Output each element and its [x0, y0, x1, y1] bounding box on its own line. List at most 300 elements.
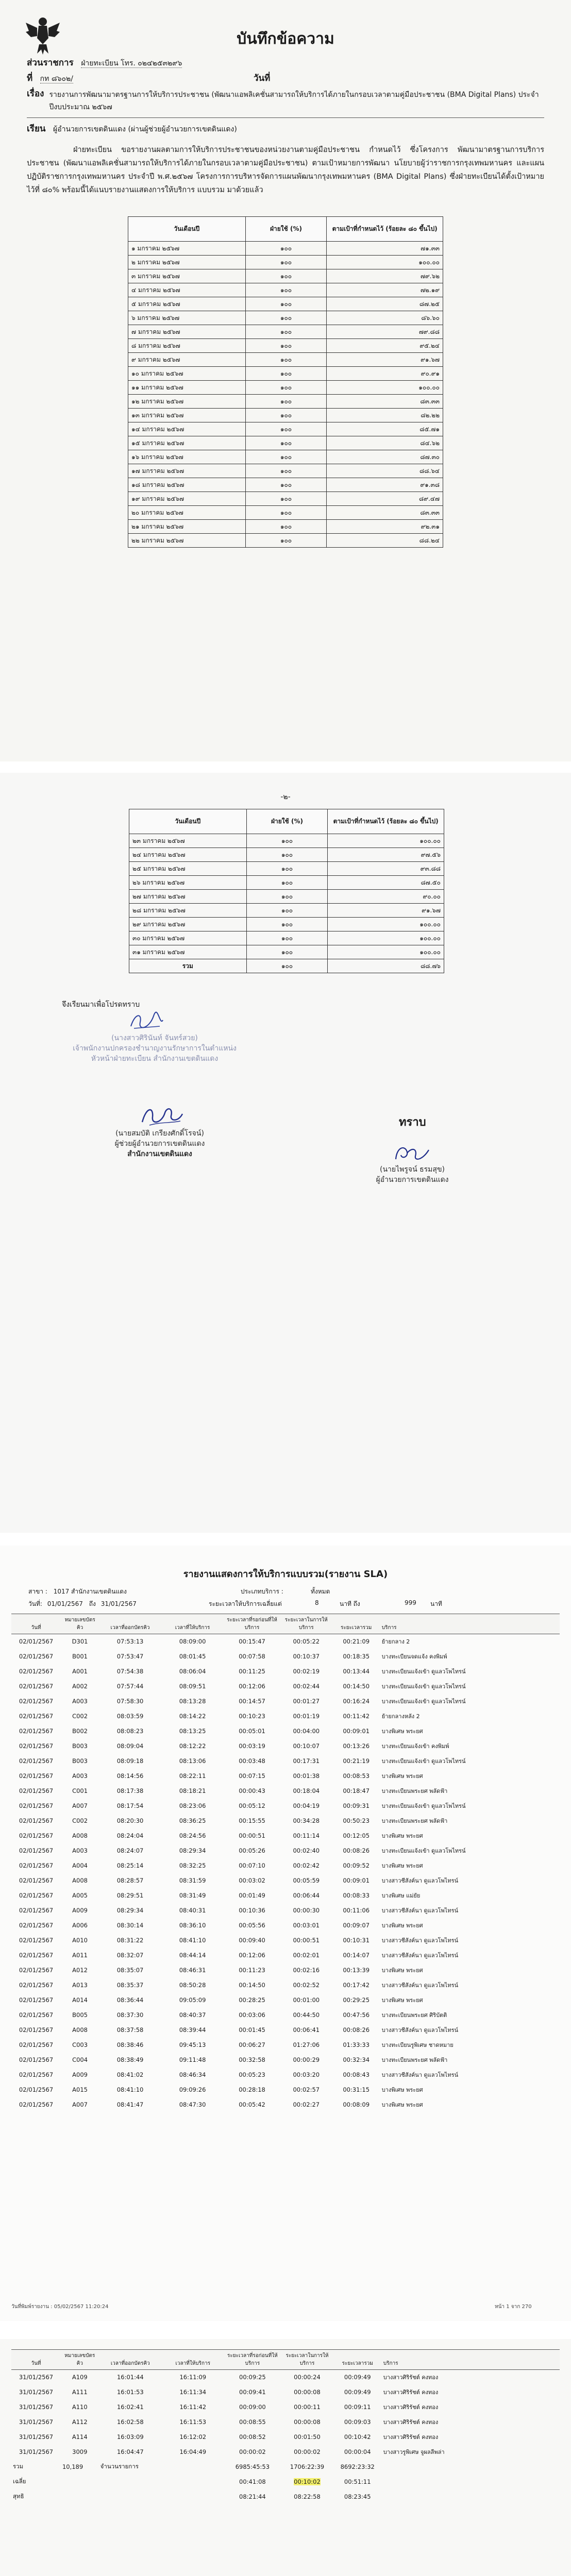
sum-wait: 08:21:44 — [239, 2493, 266, 2500]
summary2-row-cell: ๑๐๐.๐๐ — [328, 918, 444, 931]
sla-row-cell: บางทะเบียนแจ้งเข้า ดูแลวโพไทรน์ — [381, 1668, 466, 1675]
sla-row-cell: 08:36:44 — [116, 1996, 144, 2004]
sla-date-row — [28, 1599, 544, 1609]
sla-row-cell: 00:09:01 — [343, 1877, 370, 1884]
summary2-row — [129, 862, 444, 876]
sla-row-cell: 08:32:25 — [179, 1862, 206, 1869]
sla-row-cell: 00:32:34 — [343, 2056, 370, 2063]
sla2-row-cell: บางสาวศิริรัชต์ คงทอง — [383, 2418, 439, 2426]
sla-row-cell: 08:29:34 — [179, 1847, 206, 1854]
ref-value: กท ๘๖๐๒/ — [40, 75, 74, 83]
sla-row-cell: 08:20:30 — [116, 1817, 144, 1824]
sla2-row-cell: 00:09:49 — [344, 2388, 371, 2396]
sla-row-cell: 08:09:00 — [179, 1638, 206, 1646]
sla2-row-cell: 00:09:11 — [344, 2403, 371, 2411]
sla-row-cell: 00:02:44 — [293, 1683, 320, 1690]
sla-row-cell: 00:02:57 — [293, 2086, 320, 2093]
sla-row-cell: C002 — [72, 1713, 88, 1720]
sla-row-cell: 00:14:50 — [343, 1683, 370, 1690]
sla-report-page — [0, 1546, 571, 2321]
sla-row-cell: 08:40:31 — [179, 1907, 206, 1914]
summary2-row-cell: ๑๐๐ — [246, 848, 328, 862]
sla-row-cell: 08:09:51 — [179, 1683, 206, 1690]
sla-row-cell: 08:24:04 — [116, 1832, 144, 1839]
summary-row — [128, 436, 443, 450]
sla-row-cell: C002 — [72, 1817, 88, 1824]
sla-row-cell: 00:09:07 — [343, 1922, 370, 1929]
summary-row-cell: ๕ มกราคม ๒๕๖๗ — [128, 297, 246, 311]
summary-row-cell: ๘๒.๒๒ — [327, 409, 443, 422]
sla-row-cell: 00:08:33 — [343, 1892, 370, 1899]
summary-row-cell: ๑๕ มกราคม ๒๕๖๗ — [128, 436, 246, 450]
sla-row — [11, 1634, 560, 1649]
date-to: 31/01/2567 — [100, 1600, 137, 1607]
sla-row-cell: 02/01/2567 — [19, 1653, 54, 1660]
sla-row-cell: A003 — [72, 1772, 88, 1780]
sla-row-cell: 00:14:50 — [239, 1981, 265, 1989]
sla-row — [11, 1828, 560, 1843]
summary2-row-cell: ๑๐๐ — [246, 862, 328, 876]
sla2-row-cell: 16:01:53 — [116, 2388, 144, 2396]
sla-row-cell: 08:29:51 — [116, 1892, 144, 1899]
total-used: ๑๐๐ — [246, 959, 328, 973]
sla-row-cell: 00:18:35 — [343, 1653, 370, 1660]
to-line — [27, 124, 544, 134]
sla-row-cell: 00:18:04 — [293, 1787, 320, 1794]
sla-row-cell: 00:11:06 — [343, 1907, 370, 1914]
sla-row-cell: 09:45:13 — [179, 2041, 206, 2048]
sla-row-cell: 08:41:02 — [116, 2071, 144, 2078]
summary2-row-cell: ๑๐๐.๐๐ — [328, 945, 444, 959]
summary-row-cell: ๑๐๐ — [245, 367, 327, 381]
sla2-row-cell: 31/01/2567 — [19, 2433, 54, 2441]
sla2-row-cell: A112 — [72, 2418, 88, 2426]
sla-row — [11, 1709, 560, 1724]
sla-header-wait: ระยะเวลาที่รอก่อนที่ให้บริการ — [224, 1614, 280, 1634]
sla-row-cell: 08:41:10 — [179, 1937, 206, 1944]
summary-row — [128, 381, 443, 395]
sla-row — [11, 1963, 560, 1978]
sla-row-cell: 00:02:19 — [293, 1668, 320, 1675]
sla-row-cell: A010 — [72, 1937, 88, 1944]
summary-row-cell: ๒๐ มกราคม ๒๕๖๗ — [128, 506, 246, 520]
total-wait: 6985:45:53 — [235, 2463, 270, 2470]
sla-row-cell: 08:13:28 — [179, 1698, 206, 1705]
sla-row-cell: 08:38:46 — [116, 2041, 144, 2048]
sla-row — [11, 1888, 560, 1903]
sla-row-cell: บางทะเบียนพระยศ พลัดฟ้า — [381, 1817, 448, 1824]
sla-totals — [11, 2460, 560, 2504]
sla-row-cell: 00:17:42 — [343, 1981, 370, 1989]
sla-row-cell: 00:05:22 — [293, 1638, 320, 1646]
sla-row-cell: 08:46:34 — [179, 2071, 206, 2078]
sla-row-cell: 00:28:25 — [239, 1996, 265, 2004]
summary2-row-cell: ๒๕ มกราคม ๒๕๖๗ — [129, 862, 247, 876]
summary-row-cell: ๒ มกราคม ๒๕๖๗ — [128, 256, 246, 269]
sla2-row-cell: A110 — [72, 2403, 88, 2411]
sla-row-cell: 00:06:44 — [293, 1892, 320, 1899]
summary-row — [128, 492, 443, 506]
sla-row-cell: บางพิเศษ พระยศ — [381, 2086, 423, 2093]
summary-row-cell: ๑๖ มกราคม ๒๕๖๗ — [128, 450, 246, 464]
sla2-row-cell: A109 — [72, 2374, 88, 2381]
sla-row-cell: 02/01/2567 — [19, 1892, 54, 1899]
summary-row — [128, 242, 443, 256]
sla-row-cell: บางทะเบียนแจ้งเข้า ดูแลวโพไทรน์ — [381, 1847, 466, 1854]
sla-row-cell: 02/01/2567 — [19, 1727, 54, 1735]
sla-row-cell: 08:41:10 — [116, 2086, 144, 2093]
sla-row-cell: 00:02:52 — [293, 1981, 320, 1989]
sla-header-issue-time: เวลาที่ออกบัตรคิว — [99, 1614, 161, 1634]
sla-row-cell: บางสาวชีสังค์นา ดูแลวโพไทรน์ — [381, 2026, 459, 2033]
summary-row-cell: ๑ มกราคม ๒๕๖๗ — [128, 242, 246, 256]
sla-row-cell: 02/01/2567 — [19, 1907, 54, 1914]
sla-row-cell: 00:02:01 — [293, 1952, 320, 1959]
service-type-value: ทั้งหมด — [311, 1588, 330, 1595]
sla-row-cell: ย้ายกลาง 2 — [381, 1638, 410, 1645]
summary-row — [128, 297, 443, 311]
sla-report-continued-page — [0, 2339, 571, 2576]
sla-header-service-time: เวลาที่ให้บริการ — [161, 1614, 224, 1634]
sla-row-cell: บางพิเศษ พระยศ — [381, 1922, 423, 1929]
summary-row — [128, 395, 443, 409]
sla-row-cell: 00:47:56 — [343, 2011, 370, 2019]
summary2-row-cell: ๒๖ มกราคม ๒๕๖๗ — [129, 876, 247, 890]
sla-row-cell: บางพิเศษ พระยศ — [381, 1862, 423, 1869]
sla-row-cell: 00:16:24 — [343, 1698, 370, 1705]
summary-row-cell: ๑๐๐.๐๐ — [327, 256, 443, 269]
sla-row — [11, 2038, 560, 2053]
sla-row-cell: 01:33:33 — [343, 2041, 370, 2048]
sla-row-cell: A008 — [72, 1832, 88, 1839]
wait-unit: นาที ถึง — [340, 1600, 360, 1607]
sla-row-cell: 00:03:02 — [239, 1877, 265, 1884]
summary2-row-cell: ๒๙ มกราคม ๒๕๖๗ — [129, 918, 247, 931]
sla-row — [11, 1799, 560, 1814]
summary-row-cell: ๘๖.๖๐ — [327, 311, 443, 325]
sla-row-cell: บางสาวชีสังค์นา ดูแลวโพไทรน์ — [381, 1937, 459, 1944]
summary-row-cell: ๑๐๐ — [245, 381, 327, 395]
wait-label: ระยะเวลาให้บริการเฉลี่ยแต่ — [209, 1600, 282, 1607]
summary-table — [128, 216, 443, 548]
max-value: 999 — [405, 1599, 416, 1606]
signature-2-icon — [139, 1103, 186, 1128]
summary-row-cell: ๘๙.๔๗ — [327, 492, 443, 506]
sla-row-cell: 00:05:12 — [239, 1802, 265, 1809]
sla-header-total: ระยะเวลารวม — [332, 1614, 380, 1634]
sla-row — [11, 1903, 560, 1918]
signer-1-name: (นางสาวศิรินันท์ จันทร์สวย) — [111, 1034, 198, 1042]
sla-row-cell: 00:06:27 — [239, 2041, 265, 2048]
sla-row-cell: 08:31:59 — [179, 1877, 206, 1884]
sla2-row-cell: 00:00:08 — [294, 2388, 321, 2396]
sla2-row — [11, 2385, 560, 2400]
sla-row-cell: 00:15:47 — [239, 1638, 265, 1646]
sla-row-cell: 07:53:13 — [116, 1638, 144, 1646]
total-sum: 8692:23:32 — [340, 2463, 375, 2470]
summary-row-cell: ๑๐๐ — [245, 269, 327, 283]
summary-row-cell: ๗๒.๑๙ — [327, 283, 443, 297]
sla2-row-cell: 00:00:02 — [294, 2448, 321, 2455]
sla2-row-cell: บางสาวศิริรัชต์ คงทอง — [383, 2374, 439, 2381]
sla-row-cell: 00:01:19 — [293, 1713, 320, 1720]
print-date: วันที่พิมพ์รายงาน : 05/02/2567 11:20:24 — [11, 2304, 109, 2310]
date-label: วันที่ — [254, 73, 271, 83]
sla-row-cell: 00:10:37 — [293, 1653, 320, 1660]
sla-row-cell: 00:04:19 — [293, 1802, 320, 1809]
sla2-row-cell: บางสาวศิริรัชต์ คงทอง — [383, 2388, 439, 2396]
sla-row-cell: 00:02:40 — [293, 1847, 320, 1854]
sla-header-service: บริการ — [380, 1614, 560, 1634]
summary2-row-cell: ๑๐๐ — [246, 904, 328, 918]
summary-row-cell: ๑๐๐ — [245, 242, 327, 256]
total-label: รวม — [129, 959, 247, 973]
summary-row-cell: ๙๕.๒๔ — [327, 339, 443, 353]
summary-row-cell: ๓ มกราคม ๒๕๖๗ — [128, 269, 246, 283]
sla-row-cell: 02/01/2567 — [19, 1757, 54, 1765]
summary-row-cell: ๑๐๐ — [245, 534, 327, 548]
summary-row-cell: ๑๗ มกราคม ๒๕๖๗ — [128, 464, 246, 478]
sla-row-cell: 08:24:07 — [116, 1847, 144, 1854]
sla2-row-cell: 00:08:52 — [239, 2433, 266, 2441]
sla-row-cell: 02/01/2567 — [19, 1817, 54, 1824]
sla2-row-cell: บางสาวรูพิเศษ จูผลลีพล่า — [383, 2448, 445, 2455]
sla-row-cell: 08:47:30 — [179, 2101, 206, 2108]
sla-row-cell: 00:04:00 — [293, 1727, 320, 1735]
sla2-header-service: บริการ — [382, 2350, 560, 2370]
sla-row-cell: 08:14:22 — [179, 1713, 206, 1720]
summary-row-cell: ๑๐๐ — [245, 256, 327, 269]
sla-row-cell: A001 — [72, 1668, 88, 1675]
sla-row-cell: 02/01/2567 — [19, 1937, 54, 1944]
sla-row-cell: 08:14:56 — [116, 1772, 144, 1780]
sla-row-cell: 00:29:25 — [343, 1996, 370, 2004]
sla2-row-cell: 16:11:53 — [179, 2418, 207, 2426]
sla-row-cell: 00:03:48 — [239, 1757, 265, 1765]
summary-row-cell: ๗๙.๘๘ — [327, 325, 443, 339]
sla-row-cell: 00:00:29 — [293, 2056, 320, 2063]
signer-2-title-1: ผู้ช่วยผู้อำนวยการเขตดินแดง — [114, 1140, 205, 1148]
summary2-row-cell: ๙๑.๖๗ — [328, 904, 444, 918]
sla-row-cell: 00:02:27 — [293, 2101, 320, 2108]
sla-row-cell: 00:03:01 — [293, 1922, 320, 1929]
sla-row-cell: 00:17:31 — [293, 1757, 320, 1765]
sla-row-cell: A006 — [72, 1922, 88, 1929]
sla-row-cell: 00:03:19 — [239, 1742, 265, 1750]
summary-row — [128, 520, 443, 534]
summary2-row-cell: ๙๗.๕๖ — [328, 848, 444, 862]
sla-row-cell: บางพิเศษ พระยศ — [381, 1996, 423, 2004]
sla-row-cell: 02/01/2567 — [19, 1952, 54, 1959]
sla2-header-date: วันที่ — [11, 2350, 61, 2370]
sla-row-cell: 00:32:58 — [239, 2056, 265, 2063]
sla-row-cell: 00:08:53 — [343, 1772, 370, 1780]
summary-row-cell: ๑๒ มกราคม ๒๕๖๗ — [128, 395, 246, 409]
sla2-row-cell: 00:09:41 — [239, 2388, 266, 2396]
sla-row-cell: A009 — [72, 2071, 88, 2078]
summary2-row — [129, 890, 444, 904]
summary-row — [128, 409, 443, 422]
total-unit: จำนวนรายการ — [100, 2463, 139, 2470]
sla-row — [11, 1739, 560, 1754]
sla-row-cell: 00:13:39 — [343, 1967, 370, 1974]
sla-row-cell: 02/01/2567 — [19, 1698, 54, 1705]
ref-line — [27, 73, 544, 84]
sla-row-cell: 08:22:11 — [179, 1772, 206, 1780]
memo-body — [27, 143, 544, 197]
sla2-row-cell: 00:01:50 — [294, 2433, 321, 2441]
sla-row — [11, 1873, 560, 1888]
summary-row-cell: ๘๘.๒๔ — [327, 534, 443, 548]
summary2-row — [129, 931, 444, 945]
sla-row — [11, 1754, 560, 1769]
summary2-row-cell: ๑๐๐ — [246, 834, 328, 848]
summary-row-cell: ๑๐๐ — [245, 353, 327, 367]
sla-row-cell: 02/01/2567 — [19, 1713, 54, 1720]
sla2-row-cell: 00:00:02 — [239, 2448, 266, 2455]
sla-header-queue: หมายเลขบัตรคิว — [61, 1614, 99, 1634]
sla-row-cell: 07:57:44 — [116, 1683, 144, 1690]
sla2-row — [11, 2415, 560, 2430]
sla2-row-cell: A114 — [72, 2433, 88, 2441]
sla-row-cell: 08:39:44 — [179, 2026, 206, 2033]
sla-row-cell: 02/01/2567 — [19, 2011, 54, 2019]
avg-wait: 00:41:08 — [239, 2478, 266, 2485]
sla-row-cell: บางสาวชีสังค์นา ดูแลวโพไทรน์ — [381, 1981, 459, 1989]
sla2-row-cell: บางสาวศิริรัชต์ คงทอง — [383, 2433, 439, 2441]
summary-row-cell: ๘๕.๗๑ — [327, 422, 443, 436]
summary-row-cell: ๑๐๐ — [245, 283, 327, 297]
summary2-row-cell: ๑๐๐ — [246, 890, 328, 904]
sla-row-cell: บางพิเศษ แม่ยัย — [381, 1892, 421, 1899]
summary2-row-cell: ๑๐๐ — [246, 918, 328, 931]
sla2-row — [11, 2430, 560, 2445]
sla-row-cell: 00:01:00 — [293, 1996, 320, 2004]
service-type-label: ประเภทบริการ : — [241, 1588, 283, 1595]
sla2-row-cell: 16:11:09 — [179, 2374, 207, 2381]
summary-row-cell: ๑๐๐ — [245, 506, 327, 520]
sla2-row-cell: 16:03:09 — [116, 2433, 144, 2441]
sla-row-cell: 08:23:06 — [179, 1802, 206, 1809]
summary-row-cell: ๒๑ มกราคม ๒๕๖๗ — [128, 520, 246, 534]
to-value: ผู้อำนวยการเขตดินแดง (ผ่านผู้ช่วยผู้อำนวยการเขตดินแดง) — [53, 125, 237, 133]
sla2-row-cell: 00:00:24 — [294, 2374, 321, 2381]
sla-row-cell: B002 — [72, 1727, 88, 1735]
sla-row-cell: 02/01/2567 — [19, 1772, 54, 1780]
sla-row-cell: 08:36:10 — [179, 1922, 206, 1929]
sla-row — [11, 1858, 560, 1873]
max-unit: นาที — [430, 1600, 442, 1607]
sla-row-cell: 00:00:51 — [293, 1937, 320, 1944]
summary-row-cell: ๘๘.๖๔ — [327, 464, 443, 478]
sla-row-cell: 00:03:20 — [293, 2071, 320, 2078]
sla-row-cell: A008 — [72, 1877, 88, 1884]
sla-row-cell: 00:00:43 — [239, 1787, 265, 1794]
sla2-row-cell: 00:00:11 — [294, 2403, 321, 2411]
date-label: วันที่: — [28, 1600, 42, 1607]
sla-row-cell: บางพิเศษ พระยศ — [381, 1772, 423, 1780]
signer-2-block — [77, 1128, 242, 1159]
sla-row-cell: 02/01/2567 — [19, 2086, 54, 2093]
sla-row-cell: 00:06:41 — [293, 2026, 320, 2033]
summary-row-cell: ๑๐๐ — [245, 464, 327, 478]
summary-header-date: วันเดือนปี — [128, 217, 246, 242]
sla-row-cell: 08:37:58 — [116, 2026, 144, 2033]
sla-row-cell: 02/01/2567 — [19, 1638, 54, 1646]
sla2-row-cell: 16:04:49 — [179, 2448, 207, 2455]
sla-row-cell: C004 — [72, 2056, 88, 2063]
sla-row-cell: 00:00:30 — [293, 1907, 320, 1914]
sla-row-cell: 02/01/2567 — [19, 1742, 54, 1750]
summary-row — [128, 464, 443, 478]
sla-row-cell: 00:18:47 — [343, 1787, 370, 1794]
sla-row — [11, 2023, 560, 2038]
sla-row-cell: B003 — [72, 1757, 88, 1765]
summary-row — [128, 283, 443, 297]
sla-row — [11, 1679, 560, 1694]
sla-row-cell: บางสาวชีสังค์นา ดูแลวโพไทรน์ — [381, 2071, 459, 2078]
sla-row-cell: 00:14:07 — [343, 1952, 370, 1959]
sla-row-cell: 08:40:37 — [179, 2011, 206, 2019]
sla-row-cell: 08:13:25 — [179, 1727, 206, 1735]
total-duration: 1706:22:39 — [290, 2463, 325, 2470]
sla-row-cell: 08:28:57 — [116, 1877, 144, 1884]
sla-row-cell: 00:05:01 — [239, 1727, 265, 1735]
sla-row-cell: บางพิเศษ พระยศ — [381, 2101, 423, 2108]
sla-branch-row — [28, 1587, 330, 1597]
sla-row-cell: 00:05:59 — [293, 1877, 320, 1884]
summary-header-used: ฝ่ายใช้ (%) — [245, 217, 327, 242]
sla-row-cell: 00:05:42 — [239, 2101, 265, 2108]
sla-row — [11, 1948, 560, 1963]
total-target: ๘๘.๗๖ — [328, 959, 444, 973]
signer-1-block — [72, 1033, 237, 1064]
summary-row-cell: ๑๐๐ — [245, 325, 327, 339]
summary-row-cell: ๘ มกราคม ๒๕๖๗ — [128, 339, 246, 353]
summary-row-cell: ๔ มกราคม ๒๕๖๗ — [128, 283, 246, 297]
sla-row — [11, 2082, 560, 2097]
sla-row-cell: 00:28:18 — [239, 2086, 265, 2093]
sla-row-cell: 02/01/2567 — [19, 1668, 54, 1675]
summary-row-cell: ๑๘ มกราคม ๒๕๖๗ — [128, 478, 246, 492]
summary2-row — [129, 904, 444, 918]
sla-row-cell: 08:35:37 — [116, 1981, 144, 1989]
sla-row-cell: 00:01:45 — [239, 2026, 265, 2033]
sla2-row-cell: 00:09:00 — [239, 2403, 266, 2411]
date-from: 01/01/2567 — [47, 1600, 83, 1607]
page-of: หน้า 1 จาก 270 — [495, 2304, 532, 2310]
sla-row-cell: บางทะเบียนรูพิเศษ ชาดหมาย — [381, 2041, 454, 2048]
sla-header-duration: ระยะเวลาในการให้บริการ — [280, 1614, 332, 1634]
sla-row-cell: 00:15:55 — [239, 1817, 265, 1824]
summary2-row-cell: ๓๐ มกราคม ๒๕๖๗ — [129, 931, 247, 945]
sla-row-cell: 08:29:34 — [116, 1907, 144, 1914]
sla2-header-total: ระยะเวลารวม — [333, 2350, 382, 2370]
sla-row-cell: 00:10:31 — [343, 1937, 370, 1944]
sla-row-cell: A003 — [72, 1847, 88, 1854]
sla-row-cell: 00:31:15 — [343, 2086, 370, 2093]
sla-row-cell: 02/01/2567 — [19, 1877, 54, 1884]
sla2-row-cell: A111 — [72, 2388, 88, 2396]
sla2-row-cell: 31/01/2567 — [19, 2374, 54, 2381]
summary-row-cell: ๑๙ มกราคม ๒๕๖๗ — [128, 492, 246, 506]
summary-row — [128, 478, 443, 492]
summary2-header-used: ฝ่ายใช้ (%) — [246, 809, 328, 834]
sla2-row-cell: 16:01:44 — [116, 2374, 144, 2381]
sla-row-cell: 02/01/2567 — [19, 1683, 54, 1690]
sla-row-cell: 08:08:23 — [116, 1727, 144, 1735]
to-label: เรียน — [27, 124, 46, 134]
